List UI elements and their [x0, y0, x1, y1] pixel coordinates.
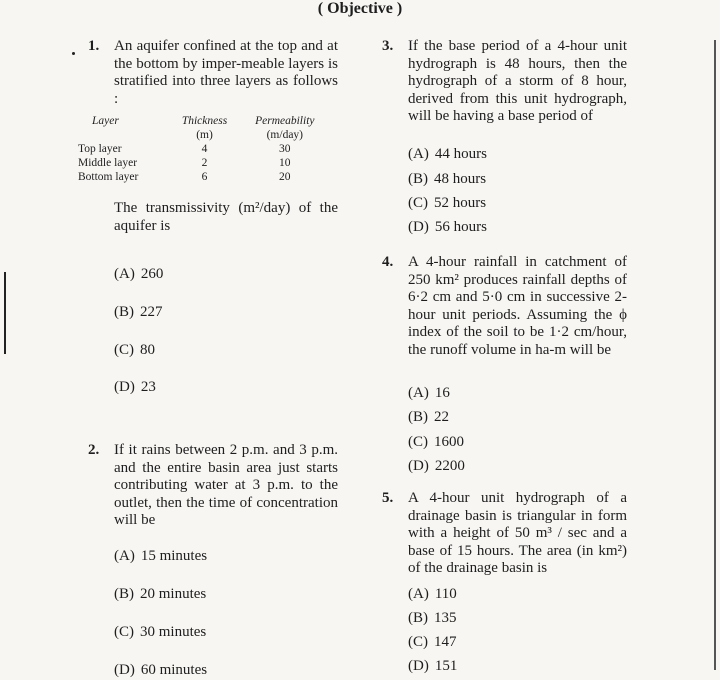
option-label: (D): [408, 458, 429, 474]
option-d[interactable]: [114, 662, 207, 680]
option-text: 20 minutes: [140, 586, 207, 602]
option-text: 147: [434, 634, 457, 650]
option-label: (B): [408, 610, 428, 626]
table-row: [78, 142, 328, 156]
table-cell: Middle layer: [78, 157, 138, 169]
option-text: 52 hours: [434, 195, 487, 211]
option-d[interactable]: [408, 658, 457, 676]
option-a[interactable]: [408, 385, 450, 403]
option-a[interactable]: [114, 548, 207, 566]
option-a[interactable]: [114, 266, 163, 284]
table-header: Permeability: [255, 115, 315, 127]
table-row: [78, 156, 328, 170]
option-text: 260: [140, 266, 164, 282]
question-number: 2.: [88, 442, 100, 458]
option-label: (B): [114, 304, 134, 320]
question-1: [78, 38, 338, 395]
question-text: If the base period of a 4-hour unit hydrograph is 48 hours, then the hydrograph of a storm of 8 hour, derived from this unit hydrograph, will be having a base period of: [408, 38, 627, 124]
question-number: 5.: [382, 490, 394, 506]
option-label: (B): [114, 586, 134, 602]
table-cell: Top layer: [78, 143, 122, 155]
option-label: (C): [114, 624, 134, 640]
option-b[interactable]: [408, 610, 457, 628]
table-header: Thickness: [181, 115, 228, 127]
option-label: (A): [408, 385, 429, 401]
right-margin-line: [714, 40, 716, 670]
option-text: 110: [434, 586, 457, 602]
option-text: 44 hours: [434, 146, 487, 162]
question-number: 1.: [88, 38, 100, 54]
option-label: (C): [408, 434, 428, 450]
question-2: [88, 442, 338, 678]
question-4: [382, 254, 627, 474]
option-a[interactable]: [408, 146, 487, 164]
option-b[interactable]: [408, 409, 449, 427]
table-cell: 6: [201, 171, 208, 183]
page-heading: ( Objective ): [317, 0, 403, 17]
option-label: (D): [408, 658, 429, 674]
option-text: 23: [140, 379, 156, 395]
option-b[interactable]: [408, 171, 486, 189]
option-text: 80: [140, 342, 155, 358]
option-a[interactable]: [408, 586, 457, 604]
option-text: 227: [140, 304, 163, 320]
layer-table: [78, 114, 328, 184]
option-label: (D): [114, 379, 135, 395]
table-header: Layer: [92, 115, 119, 127]
option-label: (C): [408, 634, 428, 650]
question-number: 3.: [382, 38, 394, 54]
option-label: (B): [408, 409, 428, 425]
question-3: [382, 38, 627, 235]
option-label: (A): [408, 146, 429, 162]
table-cell: 20: [279, 171, 291, 183]
option-label: (C): [408, 195, 428, 211]
option-label: (A): [114, 266, 135, 282]
option-d[interactable]: [408, 458, 465, 476]
question-5: [382, 490, 627, 674]
option-label: (B): [408, 171, 428, 187]
dot-mark: [72, 52, 75, 55]
question-number: 4.: [382, 254, 394, 270]
option-text: 48 hours: [434, 171, 487, 187]
option-label: (D): [114, 662, 135, 678]
question-text: A 4-hour unit hydrograph of a drainage basin is triangular in form with a height of 50 m³ / sec and a base of 15 hours. The area (in km²) of the drainage basin is: [408, 490, 627, 576]
table-cell: 10: [279, 157, 291, 169]
table-cell: Bottom layer: [78, 171, 139, 183]
question-text: An aquifer confined at the top and at the bottom by imper-meable layers is stratified into three layers as follows :: [114, 38, 338, 107]
option-d[interactable]: [114, 379, 156, 397]
option-text: 22: [434, 409, 449, 425]
table-unit: (m/day): [266, 129, 303, 141]
option-c[interactable]: [408, 195, 486, 213]
option-c[interactable]: [408, 634, 457, 652]
option-c[interactable]: [408, 434, 464, 452]
option-text: 15 minutes: [140, 548, 208, 564]
option-text: 135: [434, 610, 457, 626]
option-text: 2200: [434, 458, 465, 474]
option-label: (C): [114, 342, 134, 358]
option-text: 60 minutes: [140, 662, 208, 678]
table-unit: [78, 128, 167, 142]
option-label: (A): [408, 586, 429, 602]
option-text: 1600: [434, 434, 464, 450]
option-text: 30 minutes: [140, 624, 207, 640]
option-b[interactable]: [114, 304, 163, 322]
option-text: 16: [434, 385, 450, 401]
option-d[interactable]: [408, 219, 487, 237]
table-row: [78, 170, 328, 184]
option-label: (A): [114, 548, 135, 564]
table-cell: 4: [201, 143, 208, 155]
table-unit: (m): [196, 129, 213, 141]
option-text: 56 hours: [434, 219, 487, 235]
option-c[interactable]: [114, 342, 155, 360]
option-label: (D): [408, 219, 429, 235]
question-text: A 4-hour rainfall in catchment of 250 km² produces rainfall depths of 6·2 cm and 5·0 cm in successive 2-hour unit periods. Assuming the ϕ index of the soil to be 1·2 cm/hour, the runoff volume in ha-m will be: [408, 254, 627, 358]
left-margin-line: [4, 272, 6, 354]
option-text: 151: [434, 658, 458, 674]
option-c[interactable]: [114, 624, 206, 642]
question-text: If it rains between 2 p.m. and 3 p.m. and the entire basin area just starts contributing water at 3 p.m. to the outlet, then the time of concentration will be: [114, 442, 338, 528]
question-stem: The transmissivity (m²/day) of the aquifer is: [114, 200, 338, 234]
option-b[interactable]: [114, 586, 206, 604]
table-cell: 2: [201, 157, 208, 169]
table-cell: 30: [279, 143, 291, 155]
